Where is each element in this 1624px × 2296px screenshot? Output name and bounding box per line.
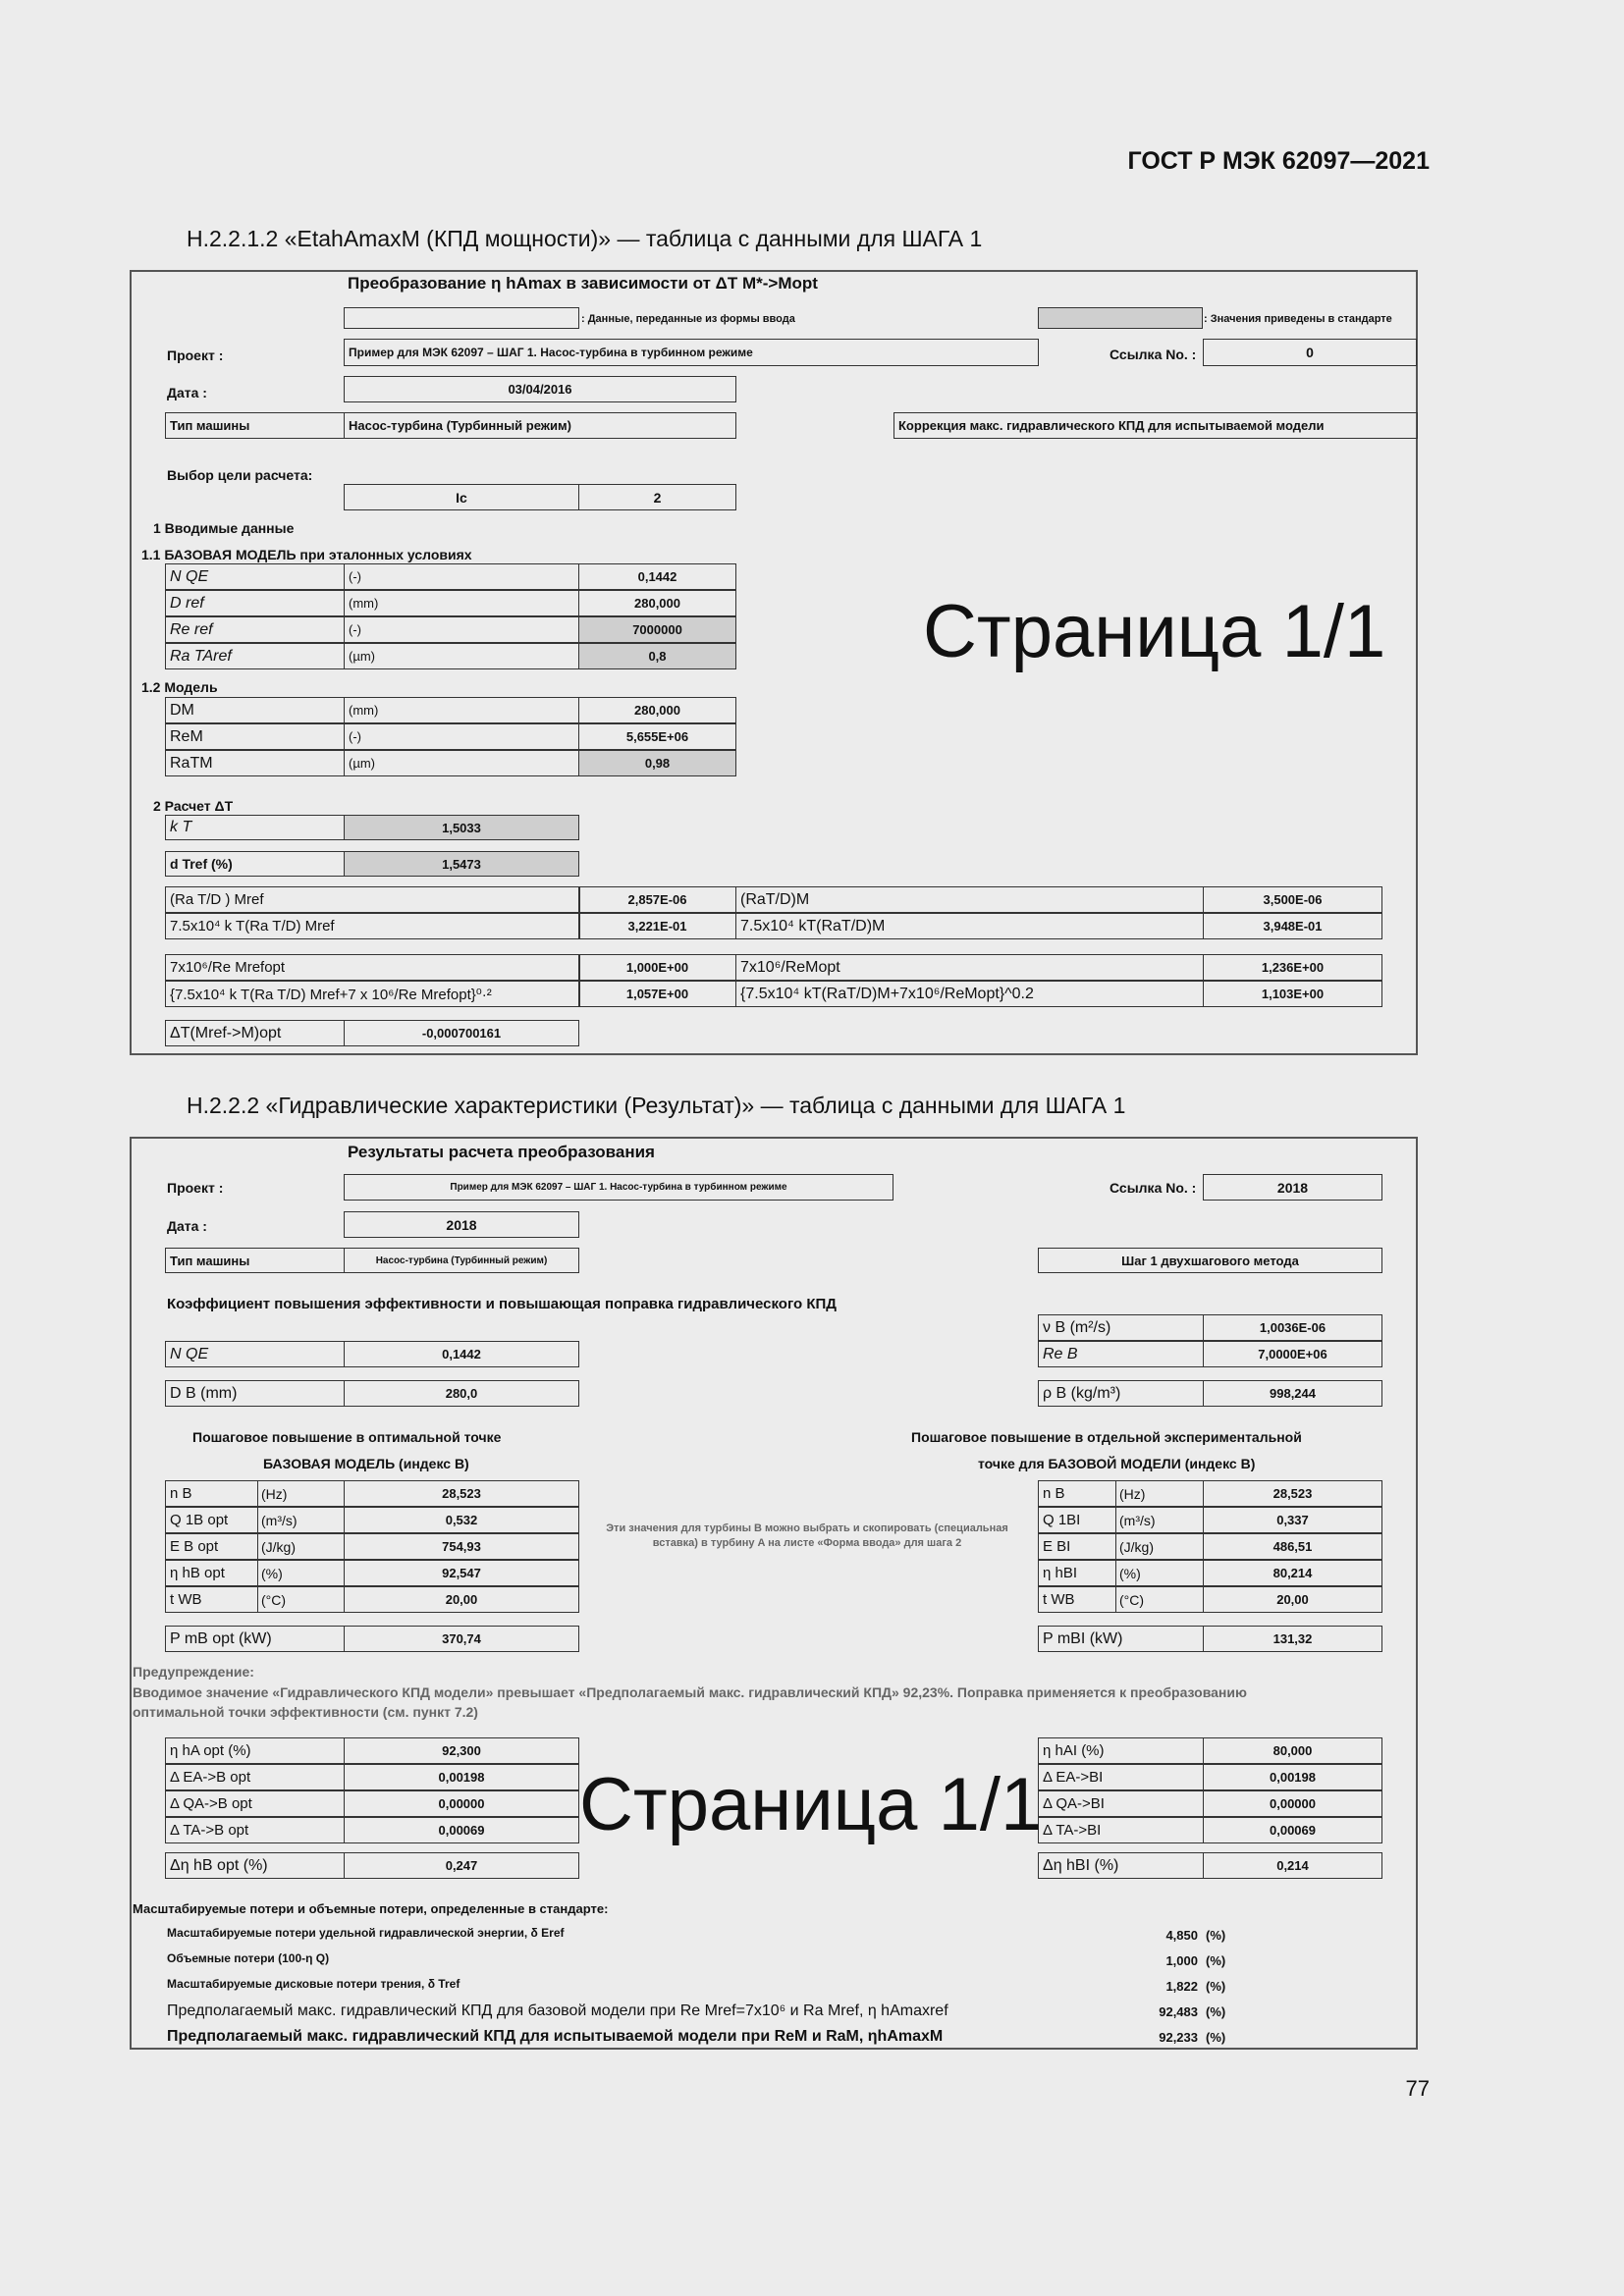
project-value: Пример для МЭК 62097 – ШАГ 1. Насос-турбина в турбинном режиме: [344, 339, 1039, 366]
date-label: Дата :: [167, 385, 207, 400]
left-heading-2: БАЗОВАЯ МОДЕЛЬ (индекс B): [263, 1456, 469, 1471]
loss-unit: (%): [1206, 2030, 1226, 2045]
result-row-value: 754,93: [344, 1533, 579, 1560]
loss-unit: (%): [1206, 1979, 1226, 1994]
loss-label: Объемные потери (100-η Q): [167, 1951, 330, 1965]
project-value-2: Пример для МЭК 62097 – ШАГ 1. Насос-турбина в турбинном режиме: [344, 1174, 893, 1201]
calc-left-label: {7.5x10⁴ k T(Ra T/D) Mref+7 x 10⁶/Re Mrefopt}⁰·²: [165, 981, 580, 1007]
result-row-value: 20,00: [344, 1586, 579, 1613]
result-row-unit: (%): [1115, 1560, 1204, 1586]
machine-label-2: Тип машины: [165, 1248, 345, 1273]
result-row-name: n B: [165, 1480, 258, 1507]
base-row-unit: (mm): [344, 590, 579, 616]
base-row-value: 0,8: [578, 643, 736, 669]
db-label: D B (mm): [165, 1380, 345, 1407]
correction-row-value: 0,00198: [344, 1764, 579, 1790]
result-row-unit: (Hz): [257, 1480, 345, 1507]
result-row-unit: (m³/s): [1115, 1507, 1204, 1533]
section1-heading: H.2.2.1.2 «EtahAmaxM (КПД мощности)» — таблица с данными для ШАГА 1: [187, 226, 983, 251]
calc-left-value: 1,057E+00: [578, 981, 736, 1007]
result-row-value: 0,532: [344, 1507, 579, 1533]
dh-right-label: Δη hBI (%): [1038, 1852, 1204, 1879]
loss-label: Масштабируемые потери удельной гидравлической энергии, δ Eref: [167, 1926, 565, 1940]
result-row-name: Q 1B opt: [165, 1507, 258, 1533]
calc-left-value: 1,000E+00: [578, 954, 736, 981]
calc-left-value: 2,857E-06: [578, 886, 736, 913]
base-row-name: N QE: [165, 563, 345, 590]
correction-row-name: Δ TA->B opt: [165, 1817, 345, 1843]
dh-right-value: 0,214: [1203, 1852, 1382, 1879]
standard-header: ГОСТ Р МЭК 62097—2021: [1127, 147, 1430, 175]
method-box: Шаг 1 двухшагового метода: [1038, 1248, 1382, 1273]
legend-input-box: [344, 307, 579, 329]
target-label: Выбор цели расчета:: [167, 467, 313, 483]
base-row-value: 7000000: [578, 616, 736, 643]
calc-right-value: 3,948E-01: [1203, 913, 1382, 939]
left-heading-1: Пошаговое повышение в оптимальной точке: [192, 1429, 502, 1445]
correction-row-value: 0,00000: [1203, 1790, 1382, 1817]
calc-left-label: 7.5x10⁴ k T(Ra T/D) Mref: [165, 913, 580, 939]
result-row-name: Q 1BI: [1038, 1507, 1116, 1533]
model-row-value: 280,000: [578, 697, 736, 723]
legend-input-text: : Данные, переданные из формы ввода: [581, 313, 795, 325]
watermark-2: Страница 1/1: [579, 1763, 1043, 1846]
model-row-name: ReM: [165, 723, 345, 750]
dh-left-label: Δη hB opt (%): [165, 1852, 345, 1879]
calc-right-value: 3,500E-06: [1203, 886, 1382, 913]
correction-row-name: η hAI (%): [1038, 1737, 1204, 1764]
loss-label: Масштабируемые дисковые потери трения, δ Tref: [167, 1977, 460, 1991]
result-row-value: 20,00: [1203, 1586, 1382, 1613]
result-row-name: η hB opt: [165, 1560, 258, 1586]
legend-standard-text: : Значения приведены в стандарте: [1204, 313, 1392, 325]
dt-label: d Tref (%): [165, 851, 345, 877]
mid-note: Эти значения для турбины B можно выбрать и скопировать (специальная вставка) в турбину A на листе «Форма ввода» для шага 2: [606, 1522, 1008, 1549]
result-row-name: E BI: [1038, 1533, 1116, 1560]
page-number: 77: [1405, 2076, 1430, 2101]
pm-left-value: 370,74: [344, 1626, 579, 1652]
base-row-unit: (µm): [344, 643, 579, 669]
dt-result-label: ΔT(Mref->M)opt: [165, 1020, 345, 1046]
model-row-unit: (-): [344, 723, 579, 750]
correction-row-value: 80,000: [1203, 1737, 1382, 1764]
losses-heading: Масштабируемые потери и объемные потери, определенные в стандарте:: [133, 1901, 609, 1916]
ref-value: 0: [1203, 339, 1417, 366]
model-row-value: 0,98: [578, 750, 736, 776]
pm-right-value: 131,32: [1203, 1626, 1382, 1652]
calc-left-value: 3,221E-01: [578, 913, 736, 939]
nqe-label: N QE: [165, 1341, 345, 1367]
result-row-name: E B opt: [165, 1533, 258, 1560]
section1-title: Преобразование η hAmax в зависимости от ΔT M*->Mopt: [348, 274, 818, 293]
reb-value: 7,0000E+06: [1203, 1341, 1382, 1367]
result-row-unit: (%): [257, 1560, 345, 1586]
base-row-value: 280,000: [578, 590, 736, 616]
model-heading: 1.2 Модель: [141, 679, 218, 695]
date-label-2: Дата :: [167, 1218, 207, 1234]
correction-row-value: 0,00069: [1203, 1817, 1382, 1843]
model-row-unit: (µm): [344, 750, 579, 776]
base-row-name: D ref: [165, 590, 345, 616]
calc-right-label: (RaT/D)M: [735, 886, 1204, 913]
base-row-name: Ra TAref: [165, 643, 345, 669]
base-row-name: Re ref: [165, 616, 345, 643]
right-heading-2: точке для БАЗОВОЙ МОДЕЛИ (индекс B): [978, 1456, 1256, 1471]
ref-label: Ссылка No. :: [1110, 347, 1197, 362]
correction-row-name: Δ TA->BI: [1038, 1817, 1204, 1843]
loss-label: Предполагаемый макс. гидравлический КПД для испытываемой модели при ReM и RaM, ηhAmaxM: [167, 2028, 944, 2045]
rho-value: 998,244: [1203, 1380, 1382, 1407]
result-row-value: 0,337: [1203, 1507, 1382, 1533]
nu-label: ν B (m²/s): [1038, 1314, 1204, 1341]
reb-label: Re B: [1038, 1341, 1204, 1367]
calc-left-label: (Ra T/D ) Mref: [165, 886, 580, 913]
model-row-value: 5,655E+06: [578, 723, 736, 750]
calc-heading: 2 Расчет ΔT: [153, 798, 234, 814]
kt-value: 1,5033: [344, 815, 579, 840]
calc-right-label: 7x10⁶/ReMopt: [735, 954, 1204, 981]
dh-left-value: 0,247: [344, 1852, 579, 1879]
result-row-name: η hBI: [1038, 1560, 1116, 1586]
result-row-unit: (J/kg): [1115, 1533, 1204, 1560]
correction-row-value: 92,300: [344, 1737, 579, 1764]
base-row-value: 0,1442: [578, 563, 736, 590]
correction-row-name: Δ QA->B opt: [165, 1790, 345, 1817]
target-a: Ic: [344, 484, 579, 510]
loss-unit: (%): [1206, 1953, 1226, 1968]
nqe-value: 0,1442: [344, 1341, 579, 1367]
loss-value: 92,233: [1159, 2030, 1198, 2045]
right-heading-1: Пошаговое повышение в отдельной экспериментальной: [911, 1429, 1302, 1445]
calc-right-label: {7.5x10⁴ kT(RaT/D)M+7x10⁶/ReMopt}^0.2: [735, 981, 1204, 1007]
inputs-heading: 1 Вводимые данные: [153, 520, 295, 536]
pm-left-label: P mB opt (kW): [165, 1626, 345, 1652]
project-label: Проект :: [167, 347, 224, 363]
project-label-2: Проект :: [167, 1180, 224, 1196]
base-row-unit: (-): [344, 616, 579, 643]
base-row-unit: (-): [344, 563, 579, 590]
calc-right-value: 1,236E+00: [1203, 954, 1382, 981]
loss-value: 1,822: [1165, 1979, 1198, 1994]
correction-row-value: 0,00198: [1203, 1764, 1382, 1790]
result-row-unit: (°C): [1115, 1586, 1204, 1613]
result-row-value: 80,214: [1203, 1560, 1382, 1586]
ref-value-2: 2018: [1203, 1174, 1382, 1201]
base-heading: 1.1 БАЗОВАЯ МОДЕЛЬ при эталонных условиях: [141, 547, 472, 562]
dt-result-value: -0,000700161: [344, 1020, 579, 1046]
correction-row-value: 0,00000: [344, 1790, 579, 1817]
result-row-unit: (m³/s): [257, 1507, 345, 1533]
result-row-value: 486,51: [1203, 1533, 1382, 1560]
calc-right-value: 1,103E+00: [1203, 981, 1382, 1007]
legend-standard-box: [1038, 307, 1203, 329]
dt-value: 1,5473: [344, 851, 579, 877]
nu-value: 1,0036E-06: [1203, 1314, 1382, 1341]
result-row-unit: (J/kg): [257, 1533, 345, 1560]
loss-value: 4,850: [1165, 1928, 1198, 1943]
section2-heading: H.2.2.2 «Гидравлические характеристики (Результат)» — таблица с данными для ШАГА 1: [187, 1093, 1126, 1118]
date-value: 03/04/2016: [344, 376, 736, 402]
pm-right-label: P mBI (kW): [1038, 1626, 1204, 1652]
result-row-name: t WB: [1038, 1586, 1116, 1613]
result-row-unit: (Hz): [1115, 1480, 1204, 1507]
warning-text: Вводимое значение «Гидравлического КПД модели» превышает «Предполагаемый макс. гидравлический КПД» 92,23%. Поправка применяется к преобразованию оптимальной точки эффективности (см. пункт 7.2): [133, 1684, 1247, 1720]
result-row-value: 28,523: [1203, 1480, 1382, 1507]
warning-title: Предупреждение:: [133, 1664, 254, 1680]
model-row-name: DM: [165, 697, 345, 723]
kt-label: k T: [165, 815, 345, 840]
model-row-unit: (mm): [344, 697, 579, 723]
result-row-value: 28,523: [344, 1480, 579, 1507]
target-b: 2: [578, 484, 736, 510]
calc-left-label: 7x10⁶/Re Mrefopt: [165, 954, 580, 981]
machine-value: Насос-турбина (Турбинный режим): [344, 412, 736, 439]
correction-row-name: η hA opt (%): [165, 1737, 345, 1764]
result-row-name: t WB: [165, 1586, 258, 1613]
correction-row-name: Δ QA->BI: [1038, 1790, 1204, 1817]
machine-value-2: Насос-турбина (Турбинный режим): [344, 1248, 579, 1273]
loss-unit: (%): [1206, 2004, 1226, 2019]
db-value: 280,0: [344, 1380, 579, 1407]
correction-box: Коррекция макс. гидравлического КПД для испытываемой модели: [893, 412, 1418, 439]
section2-title: Результаты расчета преобразования: [348, 1143, 655, 1161]
correction-row-name: Δ EA->B opt: [165, 1764, 345, 1790]
loss-value: 92,483: [1159, 2004, 1198, 2019]
watermark-1: Страница 1/1: [923, 590, 1386, 673]
coef-heading: Коэффициент повышения эффективности и повышающая поправка гидравлического КПД: [167, 1296, 837, 1312]
result-row-unit: (°C): [257, 1586, 345, 1613]
correction-row-value: 0,00069: [344, 1817, 579, 1843]
loss-label: Предполагаемый макс. гидравлический КПД для базовой модели при Re Mref=7x10⁶ и Ra Mref, η hAmaxref: [167, 2002, 948, 2019]
result-row-value: 92,547: [344, 1560, 579, 1586]
ref-label-2: Ссылка No. :: [1110, 1180, 1197, 1196]
rho-label: ρ B (kg/m³): [1038, 1380, 1204, 1407]
model-row-name: RaTM: [165, 750, 345, 776]
loss-unit: (%): [1206, 1928, 1226, 1943]
date-value-2: 2018: [344, 1211, 579, 1238]
correction-row-name: Δ EA->BI: [1038, 1764, 1204, 1790]
result-row-name: n B: [1038, 1480, 1116, 1507]
calc-right-label: 7.5x10⁴ kT(RaT/D)M: [735, 913, 1204, 939]
machine-label: Тип машины: [165, 412, 345, 439]
loss-value: 1,000: [1165, 1953, 1198, 1968]
